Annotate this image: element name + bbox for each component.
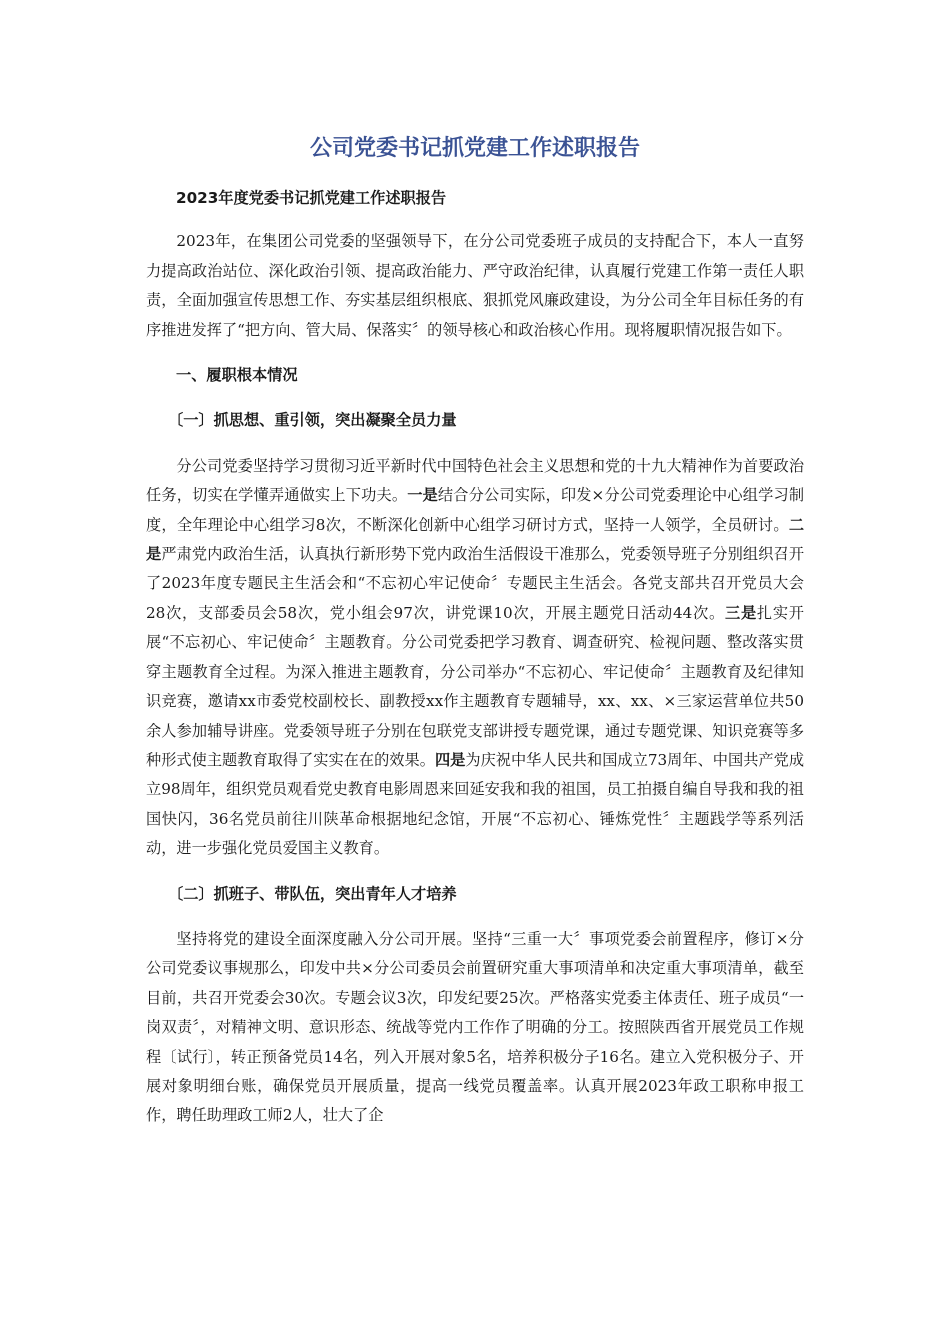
document-title: 公司党委书记抓党建工作述职报告 <box>309 136 640 161</box>
subsection-2-paragraph: 坚持将党的建设全面深度融入分公司开展。坚持“三重一大〞事项党委会前置程序，修订×分公司党委议事规那么，印发中共×分公司委员会前置研究重大事项清单和决定重大事项清单，截至目前，共召开党委会30次。专题会议3次，印发纪要25次。严格落实党委主体责任、班子成员“一岗双责〞，对精神文明、意识形态、统战等党内工作作了明确的分工。按照陕西省开展党员工作规程〔试行〕，转正预备党员14名，列入开展对象5名，培养积极分子16名。建立入党积极分子、开展对象明细台账，确保党员开展质量，提高一线党员覆盖率。认真开展2023年政工职称申报工作，聘任助理政工师2人，壮大了企 <box>146 929 804 1125</box>
subsection-heading-1: 〔一〕抓思想、重引领，突出凝聚全员力量 <box>168 411 457 430</box>
document-body <box>146 184 804 1131</box>
keyword-fourth: 四是 <box>434 750 466 769</box>
section-heading-1: 一、履职根本情况 <box>176 366 298 385</box>
report-subtitle: 2023年度党委书记抓党建工作述职报告 <box>176 189 447 207</box>
keyword-first: 一是 <box>407 486 438 505</box>
subsection-1-paragraph <box>146 452 804 864</box>
keyword-third: 三是 <box>725 603 757 622</box>
text-segment: 结合分公司实际，印发×分公司党委理论中心组学习制度，全年理论中心组学习8次，不断深化创新中心组学习研讨方式，坚持一人领学，全员研讨。 <box>146 486 805 534</box>
subsection-heading-2: 〔二〕抓班子、带队伍，突出青年人才培养 <box>168 884 457 903</box>
text-segment: 分公司党委坚持学习贯彻习近平新时代中国特色社会主义思想和党的十九大精神作为首要政治任务，切实在学懂弄通做实上下功夫。 <box>146 456 804 505</box>
text-segment: 为庆祝中华人民共和国成立73周年、中国共产党成立98周年，组织党员观看党史教育电影周恩来回延安我和我的祖国，员工拍摄自编自导我和我的祖国快闪，36名党员前往川陕革命根据地纪念馆，开展“不忘初心、锤炼党性〞主题践学等系列活动，进一步强化党员爱国主义教育。 <box>146 750 805 858</box>
intro-paragraph: 2023年，在集团公司党委的坚强领导下，在分公司党委班子成员的支持配合下，本人一直努力提高政治站位、深化政治引领、提高政治能力、严守政治纪律，认真履行党建工作第一责任人职责，全面加强宣传思想工作、夯实基层组织根底、狠抓党风廉政建设，为分公司全年目标任务的有序推进发挥了“把方向、管大局、保落实〞的领导核心和政治核心作用。现将履职情况报告如下。 <box>146 232 804 339</box>
keyword-second: 二是 <box>146 515 804 564</box>
text-segment: 扎实开展“不忘初心、牢记使命〞主题教育。分公司党委把学习教育、调查研究、检视问题、整改落实贯穿主题教育全过程。为深入推进主题教育，分公司举办“不忘初心、牢记使命〞主题教育及纪律知识竞赛，邀请xx市委党校副校长、副教授xx作主题教育专题辅导，xx、xx、×三家运营单位共50余人参加辅导讲座。党委领导班子分别在包联党支部讲授专题党课，通过专题党课、知识竞赛等多种形式使主题教育取得了实实在在的效果。 <box>146 603 804 769</box>
text-segment: 严肃党内政治生活，认真执行新形势下党内政治生活假设干准那么，党委领导班子分别组织召开了2023年度专题民主生活会和“不忘初心牢记使命〞专题民主生活会。各党支部共召开党员大会28次，支部委员会58次，党小组会97次，讲党课10次，开展主题党日活动44次。 <box>146 545 805 622</box>
